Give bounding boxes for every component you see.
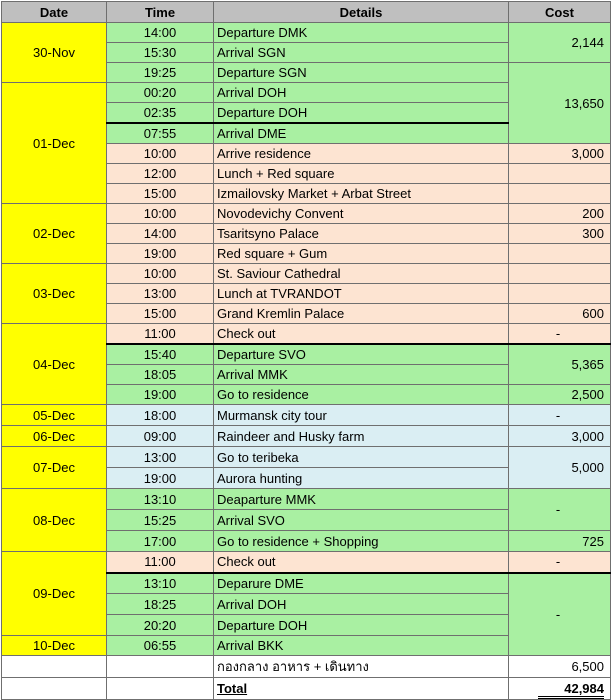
table-row [2, 405, 611, 426]
time-cell: 13:00 [107, 284, 214, 304]
empty-cell [107, 678, 214, 700]
details-cell: Arrival BKK [214, 636, 509, 656]
details-cell: Departure DMK [214, 23, 509, 43]
cost-cell: 725 [509, 531, 611, 552]
total-label: Total [214, 678, 509, 700]
table-row [2, 426, 611, 447]
table-row [2, 23, 611, 43]
time-cell: 15:00 [107, 184, 214, 204]
cost-cell: 5,365 [509, 344, 611, 385]
time-cell: 15:40 [107, 344, 214, 365]
cost-cell: - [509, 324, 611, 344]
time-cell: 13:00 [107, 447, 214, 468]
table-row [2, 447, 611, 468]
time-cell: 00:20 [107, 83, 214, 103]
details-cell: Departure SGN [214, 63, 509, 83]
header-row [2, 2, 611, 23]
details-cell: Go to teribeka [214, 447, 509, 468]
time-column-header: Time [107, 2, 214, 23]
details-cell: Raindeer and Husky farm [214, 426, 509, 447]
cost-cell: 13,650 [509, 63, 611, 144]
cost-cell: 2,144 [509, 23, 611, 63]
time-cell: 06:55 [107, 636, 214, 656]
time-cell: 14:00 [107, 23, 214, 43]
details-cell: Arrival MMK [214, 365, 509, 385]
table-row [2, 204, 611, 224]
cost-column-header: Cost [509, 2, 611, 23]
total-value: 42,984 [538, 681, 604, 699]
details-cell: Arrive residence [214, 144, 509, 164]
date-cell: 06-Dec [2, 426, 107, 447]
cost-cell [509, 244, 611, 264]
details-cell: Departure DOH [214, 615, 509, 636]
cost-cell: 200 [509, 204, 611, 224]
date-cell: 09-Dec [2, 552, 107, 636]
details-cell: Izmailovsky Market + Arbat Street [214, 184, 509, 204]
cost-cell: 600 [509, 304, 611, 324]
details-cell: Go to residence [214, 385, 509, 405]
cost-cell: - [509, 573, 611, 656]
date-cell: 08-Dec [2, 489, 107, 552]
time-cell: 10:00 [107, 144, 214, 164]
time-cell: 11:00 [107, 552, 214, 573]
time-cell: 14:00 [107, 224, 214, 244]
details-cell: Arrival DOH [214, 83, 509, 103]
time-cell: 10:00 [107, 204, 214, 224]
cost-cell: 3,000 [509, 144, 611, 164]
time-cell: 15:30 [107, 43, 214, 63]
details-cell: Arrival SGN [214, 43, 509, 63]
date-cell: 01-Dec [2, 83, 107, 204]
details-cell: Lunch + Red square [214, 164, 509, 184]
details-cell: Departure SVO [214, 344, 509, 365]
table-row [2, 264, 611, 284]
cost-cell: 300 [509, 224, 611, 244]
time-cell: 15:25 [107, 510, 214, 531]
time-cell: 18:00 [107, 405, 214, 426]
cost-cell: - [509, 405, 611, 426]
table-row [2, 552, 611, 573]
time-cell: 19:00 [107, 468, 214, 489]
time-cell: 07:55 [107, 123, 214, 144]
total-cell [509, 678, 611, 700]
time-cell: 18:05 [107, 365, 214, 385]
time-cell: 19:25 [107, 63, 214, 83]
cost-cell: - [509, 552, 611, 573]
time-cell: 13:10 [107, 489, 214, 510]
cost-cell: - [509, 489, 611, 531]
details-cell: Deparure DME [214, 573, 509, 594]
cost-cell [509, 184, 611, 204]
date-column-header: Date [2, 2, 107, 23]
date-cell: 07-Dec [2, 447, 107, 489]
table-row [2, 489, 611, 510]
details-cell: Go to residence + Shopping [214, 531, 509, 552]
itinerary-sheet [1, 1, 611, 700]
cost-cell [509, 284, 611, 304]
time-cell: 19:00 [107, 385, 214, 405]
itinerary-table [1, 1, 611, 700]
empty-cell [2, 656, 107, 678]
details-cell: Novodevichy Convent [214, 204, 509, 224]
date-cell: 03-Dec [2, 264, 107, 324]
details-cell: Check out [214, 324, 509, 344]
table-row [2, 324, 611, 344]
cost-cell [509, 264, 611, 284]
details-cell: Murmansk city tour [214, 405, 509, 426]
cost-cell: 3,000 [509, 426, 611, 447]
time-cell: 20:20 [107, 615, 214, 636]
details-cell: Aurora hunting [214, 468, 509, 489]
empty-cell [2, 678, 107, 700]
cost-cell [509, 164, 611, 184]
details-column-header: Details [214, 2, 509, 23]
time-cell: 15:00 [107, 304, 214, 324]
shared-expense-value: 6,500 [509, 656, 611, 678]
details-cell: Tsaritsyno Palace [214, 224, 509, 244]
time-cell: 10:00 [107, 264, 214, 284]
empty-cell [107, 656, 214, 678]
details-cell: Check out [214, 552, 509, 573]
time-cell: 18:25 [107, 594, 214, 615]
time-cell: 17:00 [107, 531, 214, 552]
details-cell: Departure DOH [214, 103, 509, 123]
details-cell: Grand Kremlin Palace [214, 304, 509, 324]
time-cell: 02:35 [107, 103, 214, 123]
details-cell: Arrival DME [214, 123, 509, 144]
time-cell: 13:10 [107, 573, 214, 594]
details-cell: Red square + Gum [214, 244, 509, 264]
shared-expense-label: กองกลาง อาหาร + เดินทาง [214, 656, 509, 678]
time-cell: 12:00 [107, 164, 214, 184]
date-cell: 02-Dec [2, 204, 107, 264]
cost-cell: 5,000 [509, 447, 611, 489]
details-cell: Arrival SVO [214, 510, 509, 531]
time-cell: 09:00 [107, 426, 214, 447]
shared-expense-row [2, 656, 611, 678]
date-cell: 05-Dec [2, 405, 107, 426]
cost-cell: 2,500 [509, 385, 611, 405]
details-cell: Arrival DOH [214, 594, 509, 615]
time-cell: 11:00 [107, 324, 214, 344]
details-cell: Lunch at TVRANDOT [214, 284, 509, 304]
total-row [2, 678, 611, 700]
date-cell: 30-Nov [2, 23, 107, 83]
details-cell: St. Saviour Cathedral [214, 264, 509, 284]
time-cell: 19:00 [107, 244, 214, 264]
date-cell: 10-Dec [2, 636, 107, 656]
details-cell: Deaparture MMK [214, 489, 509, 510]
date-cell: 04-Dec [2, 324, 107, 405]
